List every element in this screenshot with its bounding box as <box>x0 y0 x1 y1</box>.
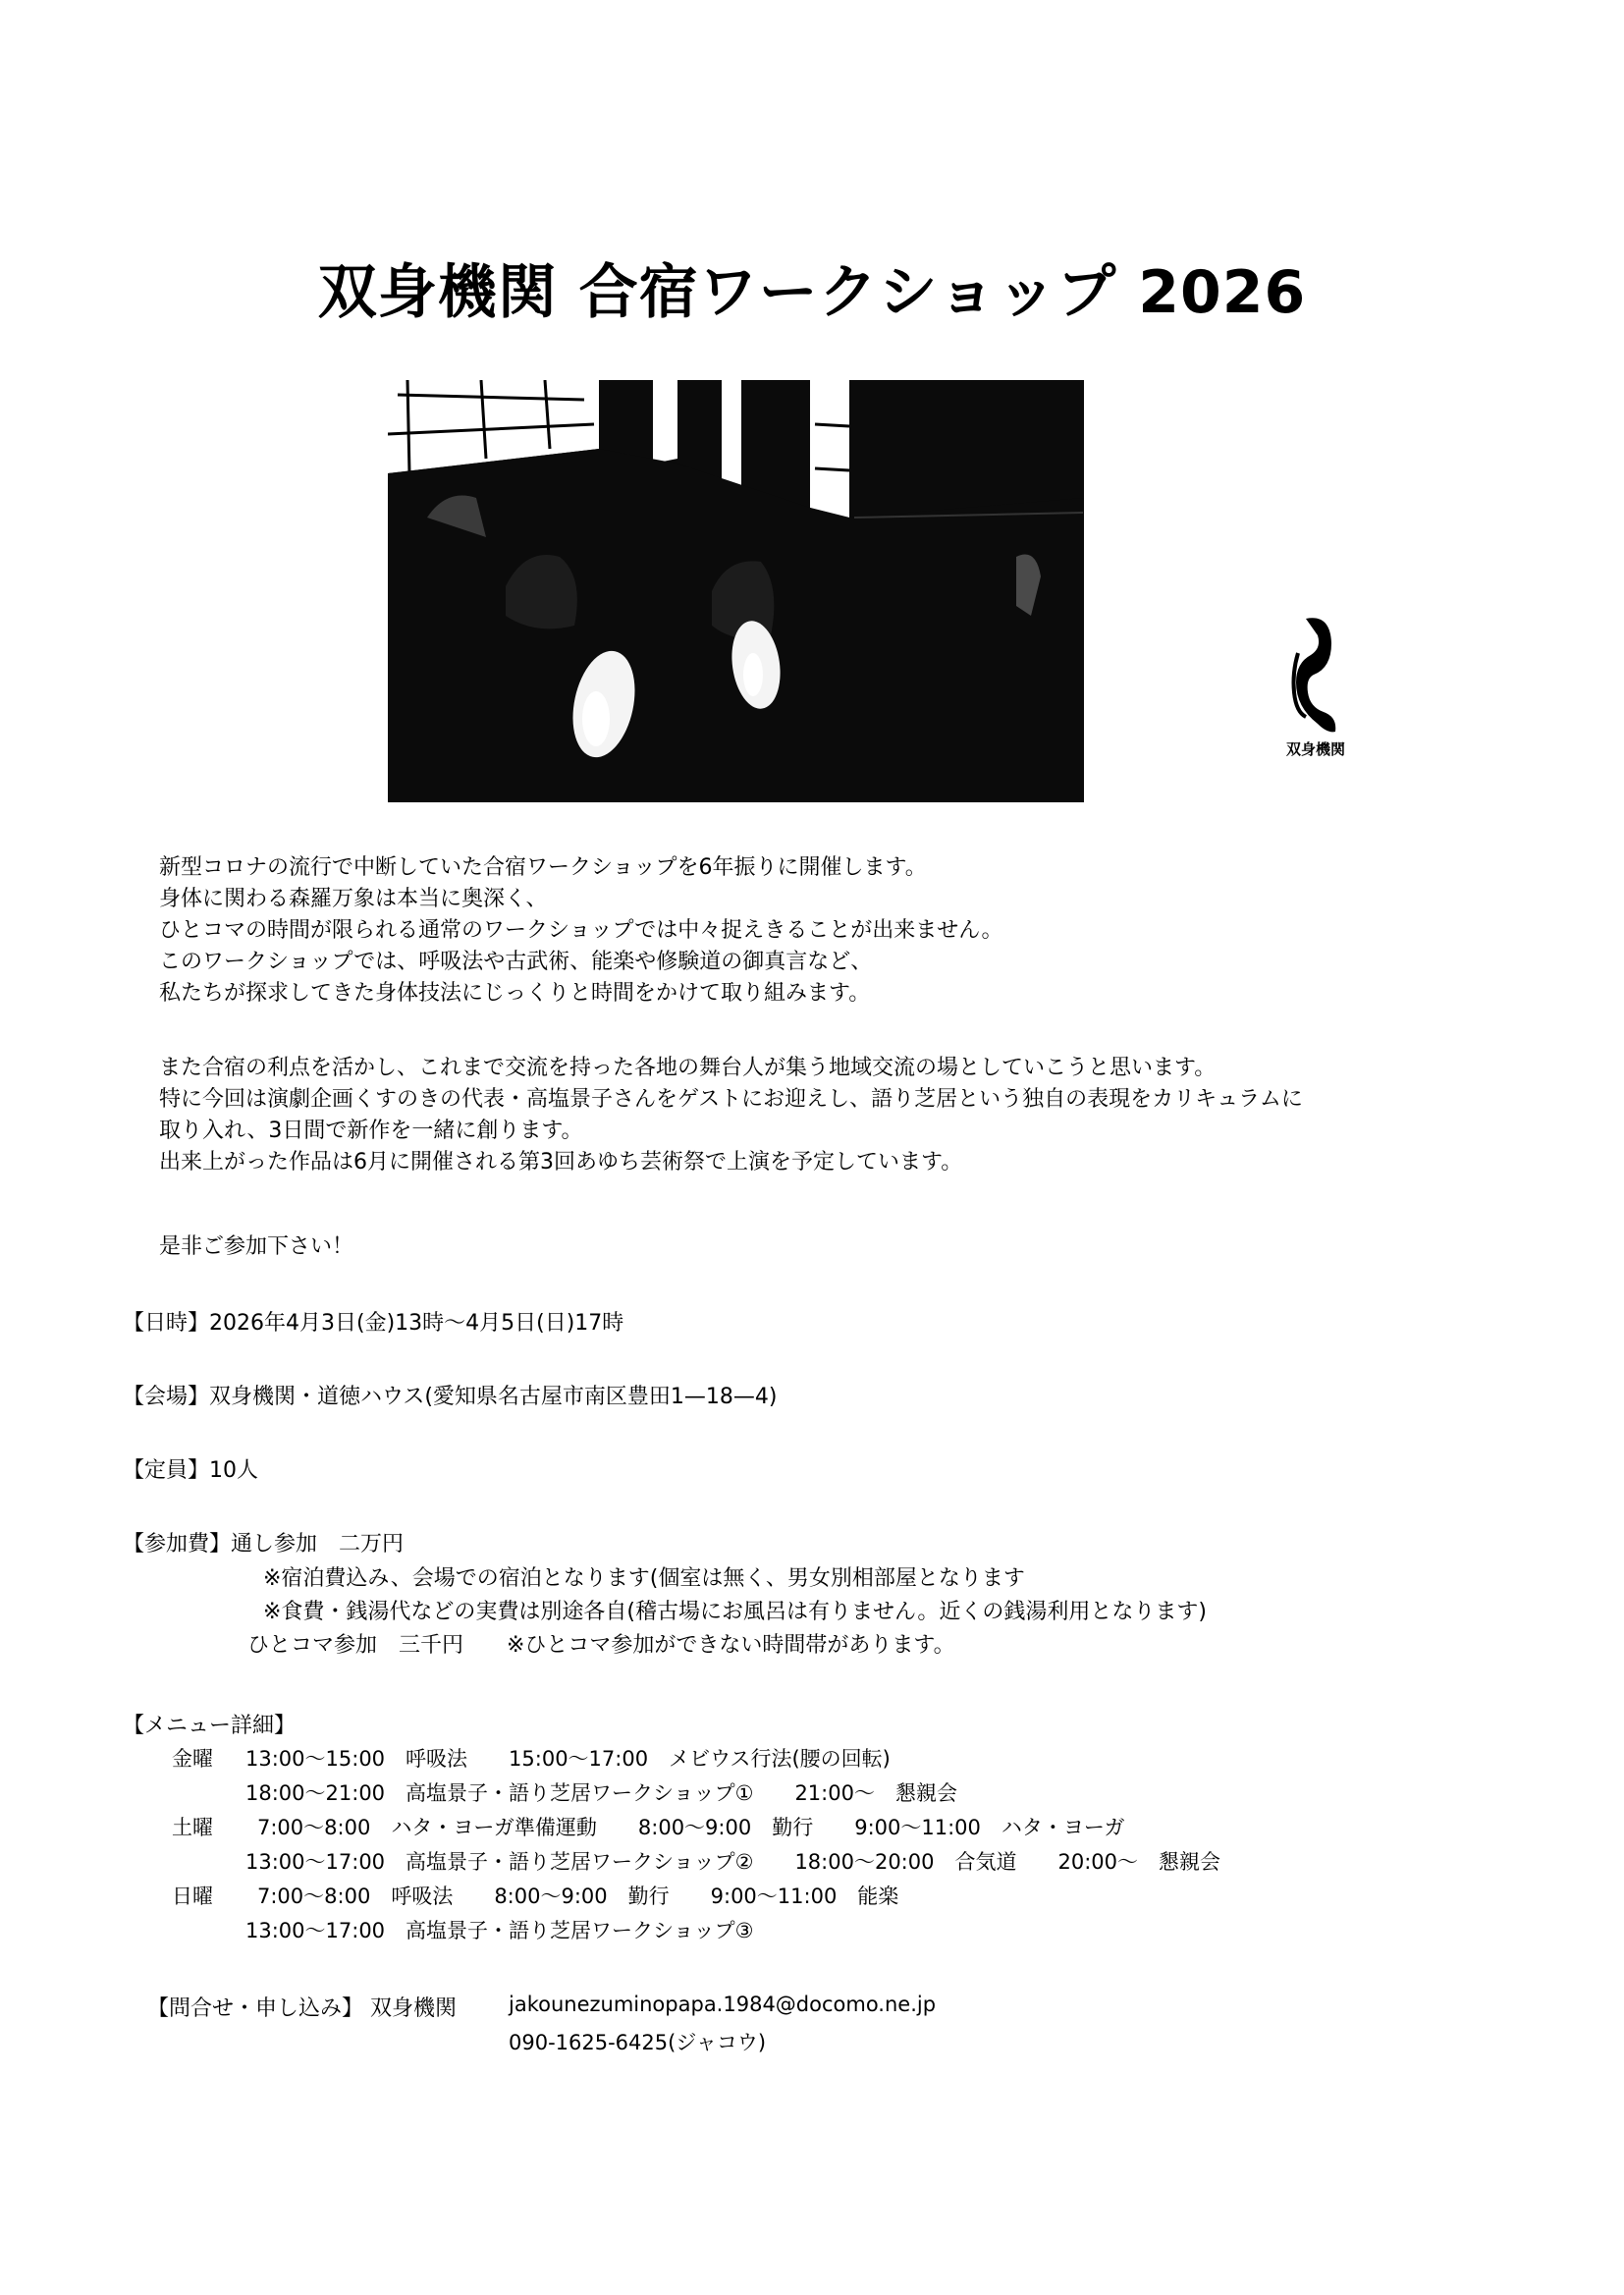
logo-caption: 双身機関 <box>1286 740 1346 758</box>
intro-line: このワークショップでは、呼吸法や古武術、能楽や修験道の御真言など、 <box>159 950 873 974</box>
photo-image <box>388 380 1084 802</box>
menu-day: 金曜 <box>172 1747 213 1771</box>
intro-paragraph <box>159 852 1003 1010</box>
menu-day: 土曜 <box>172 1816 213 1839</box>
intro2-line: 出来上がった作品は6月に開催される第3回あゆち芸術祭で上演を予定しています。 <box>159 1150 963 1175</box>
intro-line: 新型コロナの流行で中断していた合宿ワークショップを6年振りに開催します。 <box>159 855 927 880</box>
menu-row: 7:00～8:00 呼吸法 8:00～9:00 勤行 9:00～11:00 能楽 <box>257 1885 899 1908</box>
menu-row: 13:00～17:00 高塩景子・語り芝居ワークショップ③ <box>245 1919 754 1942</box>
capacity-line: 【定員】10人 <box>123 1458 258 1483</box>
intro-line: 身体に関わる森羅万象は本当に奥深く、 <box>159 887 548 911</box>
fee-note: ※宿泊費込み、会場での宿泊となります(個室は無く、男女別相部屋となります <box>263 1566 1025 1591</box>
intro-paragraph-2 <box>159 1053 1303 1178</box>
datetime-line: 【日時】2026年4月3日(金)13時～4月5日(日)17時 <box>123 1311 624 1336</box>
contact-email-link[interactable]: jakounezuminopapa.1984@docomo.ne.jp <box>509 1993 937 2016</box>
contact-label: 【問合せ・申し込み】 双身機関 <box>147 1996 457 2021</box>
menu-row: 13:00～15:00 呼吸法 15:00～17:00 メビウス行法(腰の回転) <box>245 1747 891 1771</box>
intro2-line: 特に今回は演劇企画くすのきの代表・高塩景子さんをゲストにお迎えし、語り芝居という独自の表現をカリキュラムに <box>159 1087 1303 1112</box>
venue-line: 【会場】双身機関・道徳ハウス(愛知県名古屋市南区豊田1—18—4) <box>123 1385 778 1409</box>
intro-line: 私たちが探求してきた身体技法にじっくりと時間をかけて取り組みます。 <box>159 981 871 1006</box>
workshop-photo <box>388 380 1084 802</box>
intro2-line: また合宿の利点を活かし、これまで交流を持った各地の舞台人が集う地域交流の場としていこうと思います。 <box>159 1056 1217 1080</box>
menu-day: 日曜 <box>172 1885 213 1908</box>
intro-line: ひとコマの時間が限られる通常のワークショップでは中々捉えきることが出来ません。 <box>159 918 1003 943</box>
menu-heading: 【メニュー詳細】 <box>123 1714 297 1738</box>
fee-single: ひとコマ参加 三千円 ※ひとコマ参加ができない時間帯があります。 <box>247 1633 955 1658</box>
closing-text: 是非ご参加下さい！ <box>159 1234 354 1259</box>
menu-row: 7:00～8:00 ハタ・ヨーガ準備運動 8:00～9:00 勤行 9:00～11:00 ハタ・ヨーガ <box>257 1816 1125 1839</box>
intro2-line: 取り入れ、3日間で新作を一緒に創ります。 <box>159 1119 583 1143</box>
fee-heading: 【参加費】通し参加 二万円 <box>123 1532 405 1557</box>
menu-row: 18:00～21:00 高塩景子・語り芝居ワークショップ① 21:00～ 懇親会 <box>245 1781 957 1805</box>
fee-note: ※食費・銭湯代などの実費は別途各自(稽古場にお風呂は有りません。近くの銭湯利用となります) <box>263 1600 1207 1624</box>
menu-row: 13:00～17:00 高塩景子・語り芝居ワークショップ② 18:00～20:00 合気道 20:00～ 懇親会 <box>245 1850 1220 1874</box>
page-title: 双身機関 合宿ワークショップ 2026 <box>317 258 1307 327</box>
contact-phone: 090-1625-6425(ジャコウ) <box>509 2031 767 2054</box>
